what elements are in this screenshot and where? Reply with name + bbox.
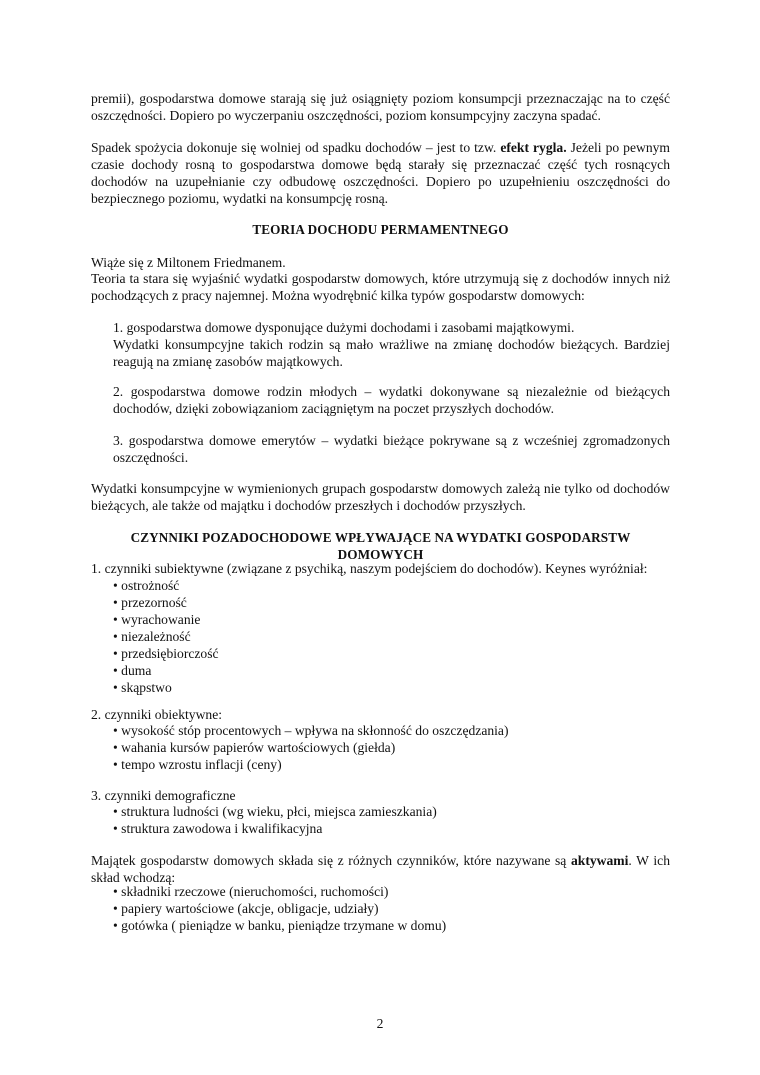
list-item: • wahania kursów papierów wartościowych (giełda) xyxy=(113,739,653,756)
factor-group-title-subjective: 1. czynniki subiektywne (związane z psychiką, naszym podejściem do dochodów). Keynes wyróżniał: xyxy=(91,561,648,576)
list-item: • papiery wartościowe (akcje, obligacje, udziały) xyxy=(113,900,653,917)
paragraph-ratchet-effect xyxy=(91,139,670,207)
paragraph-text: Spadek spożycia dokonuje się wolniej od spadku dochodów – jest to tzw. xyxy=(91,140,501,155)
bullet-list-assets xyxy=(113,883,653,934)
bullet-list-demographic xyxy=(113,803,653,837)
bold-term: aktywami xyxy=(570,853,629,868)
list-item-type-2: 2. gospodarstwa domowe rodzin młodych – wydatki dokonywane są niezależnie od bieżących dochodów, dzięki zobowiązaniom zaciągniętym na poczet przyszłych dochodów. xyxy=(113,384,670,416)
section-heading-non-income-factors: CZYNNIKI POZADOCHODOWE WPŁYWAJĄCE NA WYDATKI GOSPODARSTW DOMOWYCH xyxy=(130,530,631,562)
list-item: • duma xyxy=(113,662,653,679)
paragraph-assets xyxy=(91,852,670,886)
section-heading-permanent-income: TEORIA DOCHODU PERMAMENTNEGO xyxy=(252,222,509,237)
list-item: • niezależność xyxy=(113,628,653,645)
list-item: • wyrachowanie xyxy=(113,611,653,628)
list-item: • skąpstwo xyxy=(113,679,653,696)
list-item-type-1 xyxy=(113,319,670,370)
list-item-text: Wydatki konsumpcyjne takich rodzin są mało wrażliwe na zmianę dochodów bieżących. Bardziej reagują na zmianę zasobów majątkowych. xyxy=(113,337,670,369)
paragraph-consumption-level: premii), gospodarstwa domowe starają się już osiągnięty poziom konsumpcji przeznaczając na to część oszczędności. Dopiero po wyczerpaniu oszczędności, poziom konsumpcyjny zaczyna spadać. xyxy=(91,91,670,123)
page-number: 2 xyxy=(376,1016,384,1031)
paragraph-friedman: Wiąże się z Miltonem Friedmanem. xyxy=(91,255,286,270)
list-item: • wysokość stóp procentowych – wpływa na skłonność do oszczędzania) xyxy=(113,722,653,739)
list-item: • tempo wzrostu inflacji (ceny) xyxy=(113,756,653,773)
paragraph-text: . W ich skład wchodzą: xyxy=(91,853,670,885)
paragraph-theory-intro: Teoria ta stara się wyjaśnić wydatki gospodarstw domowych, które utrzymują się z dochodów innych niż pochodzących z pracy najemnej. Można wyodrębnić kilka typów gospodarstw domowych: xyxy=(91,271,670,303)
list-item: • przezorność xyxy=(113,594,653,611)
paragraph-text: Jeżeli po pewnym czasie dochody rosną to gospodarstwa domowe będą starały się przeznaczać część tych rosnących dochodów na uzupełnianie czy odbudowę oszczędności. Dopiero po uzupełnieniu oszczędności do bezpiecznego poziomu, wydatki na konsumpcję rosną. xyxy=(91,140,670,206)
bullet-list-objective xyxy=(113,722,653,773)
list-item: • struktura ludności (wg wieku, płci, miejsca zamieszkania) xyxy=(113,803,653,820)
list-item: • struktura zawodowa i kwalifikacyjna xyxy=(113,820,653,837)
factor-group-title-demographic: 3. czynniki demograficzne xyxy=(91,788,236,803)
bold-term: efekt rygla. xyxy=(500,140,567,155)
factor-group-title-objective: 2. czynniki obiektywne: xyxy=(91,707,222,722)
paragraph-text: Majątek gospodarstw domowych składa się z różnych czynników, które nazywane są xyxy=(91,853,571,868)
list-item: • gotówka ( pieniądze w banku, pieniądze trzymane w domu) xyxy=(113,917,653,934)
list-item: • przedsiębiorczość xyxy=(113,645,653,662)
list-item: • składniki rzeczowe (nieruchomości, ruchomości) xyxy=(113,883,653,900)
list-item: • ostrożność xyxy=(113,577,653,594)
bullet-list-subjective xyxy=(113,577,653,696)
list-item-title: 1. gospodarstwa domowe dysponujące dużymi dochodami i zasobami majątkowymi. xyxy=(113,320,575,335)
paragraph-summary: Wydatki konsumpcyjne w wymienionych grupach gospodarstw domowych zależą nie tylko od dochodów bieżących, ale także od majątku i dochodów przeszłych i dochodów przyszłych. xyxy=(91,481,670,513)
list-item-type-3: 3. gospodarstwa domowe emerytów – wydatki bieżące pokrywane są z wcześniej zgromadzonych oszczędności. xyxy=(113,433,670,465)
